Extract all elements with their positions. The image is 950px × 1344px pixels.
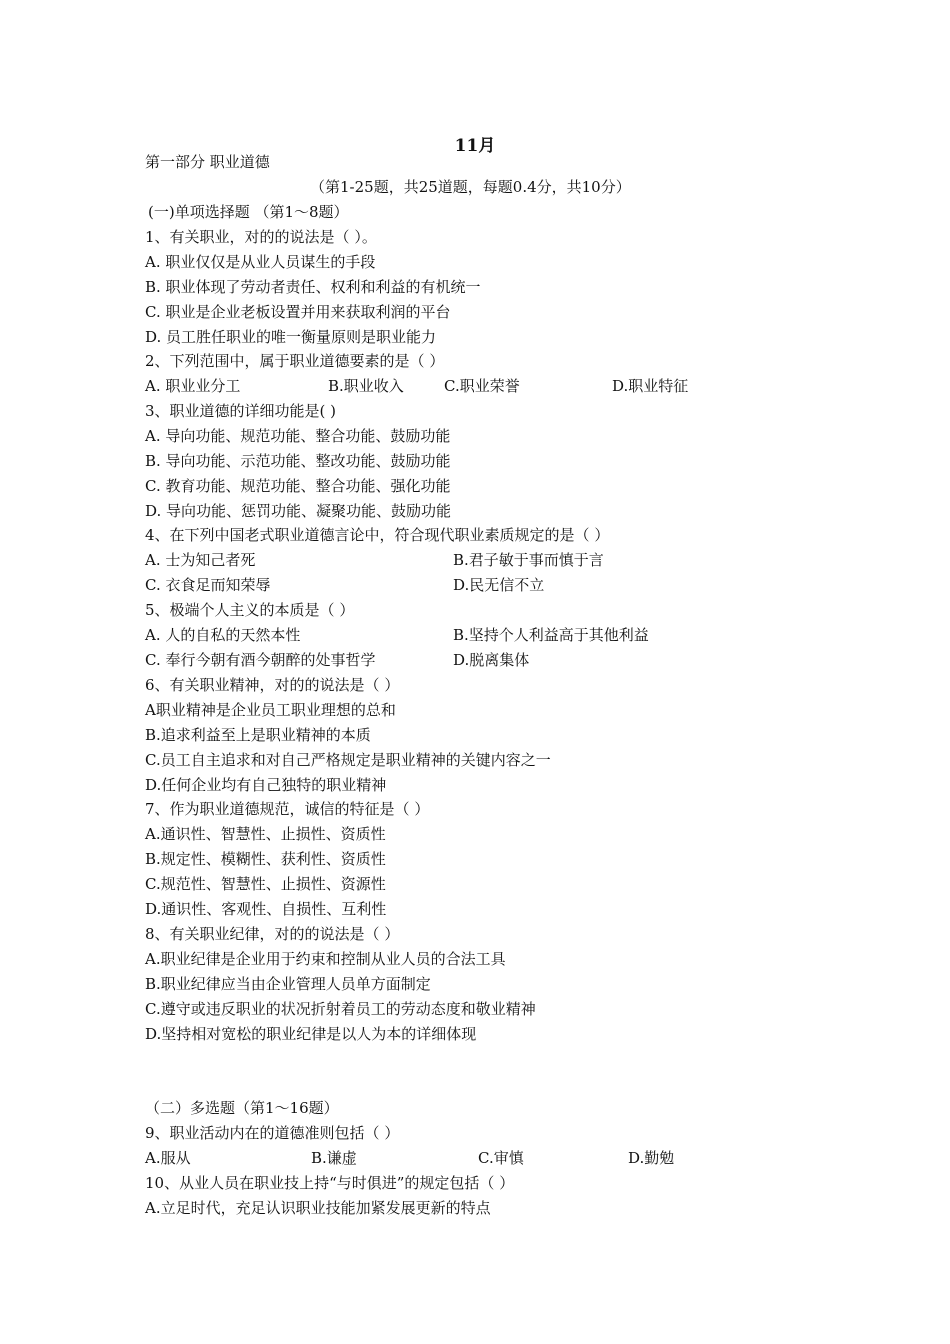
question-4-option-d: D.民无信不立: [453, 576, 545, 594]
question-9-option-a: A.服从: [145, 1149, 191, 1167]
question-3-stem: 3、职业道德的详细功能是( ): [145, 402, 337, 420]
question-4-option-c: C. 衣食足而知荣辱: [145, 576, 271, 594]
section-single-choice: (一)单项选择题 （第1～8题）: [148, 203, 349, 221]
question-6-stem: 6、有关职业精神，对的的说法是（ ）: [145, 676, 400, 694]
question-3-option-a: A. 导向功能、规范功能、整合功能、鼓励功能: [145, 427, 451, 445]
question-6-option-d: D.任何企业均有自己独特的职业精神: [145, 776, 387, 794]
question-6-option-a: A职业精神是企业员工职业理想的总和: [145, 701, 396, 719]
question-2-option-c: C.职业荣誉: [444, 377, 520, 395]
question-4-stem: 4、在下列中国老式职业道德言论中，符合现代职业素质规定的是（ ）: [145, 526, 610, 544]
question-8-option-d: D.坚持相对宽松的职业纪律是以人为本的详细体现: [145, 1025, 477, 1043]
question-6-option-b: B.追求利益至上是职业精神的本质: [145, 726, 371, 744]
question-3-option-d: D. 导向功能、惩罚功能、凝聚功能、鼓励功能: [145, 502, 452, 520]
question-8-stem: 8、有关职业纪律，对的的说法是（ ）: [145, 925, 400, 943]
question-7-option-b: B.规定性、模糊性、获利性、资质性: [145, 850, 386, 868]
question-2-option-d: D.职业特征: [612, 377, 689, 395]
question-6-option-c: C.员工自主追求和对自己严格规定是职业精神的关键内容之一: [145, 751, 551, 769]
question-7-option-a: A.通识性、智慧性、止损性、资质性: [145, 825, 386, 843]
question-9-stem: 9、职业活动内在的道德准则包括（ ）: [145, 1124, 400, 1142]
question-3-option-b: B. 导向功能、示范功能、整改功能、鼓励功能: [145, 452, 451, 470]
question-5-option-b: B.坚持个人利益高于其他利益: [453, 626, 649, 644]
question-9-option-d: D.勤勉: [628, 1149, 675, 1167]
question-3-option-c: C. 教育功能、规范功能、整合功能、强化功能: [145, 477, 451, 495]
question-4-option-b: B.君子敏于事而慎于言: [453, 551, 604, 569]
part-heading: 第一部分 职业道德: [145, 153, 270, 171]
document-title: 11月: [454, 136, 496, 156]
question-1-option-a: A. 职业仅仅是从业人员谋生的手段: [145, 253, 376, 271]
question-1-option-c: C. 职业是企业老板设置并用来获取利润的平台: [145, 303, 451, 321]
question-2-option-a: A. 职业业分工: [145, 377, 241, 395]
question-9-option-c: C.审慎: [478, 1149, 524, 1167]
question-1-option-d: D. 员工胜任职业的唯一衡量原则是职业能力: [145, 328, 437, 346]
question-1-option-b: B. 职业体现了劳动者责任、权利和利益的有机统一: [145, 278, 481, 296]
question-9-option-b: B.谦虚: [311, 1149, 357, 1167]
question-4-option-a: A. 士为知己者死: [145, 551, 256, 569]
question-5-option-a: A. 人的自私的天然本性: [145, 626, 301, 644]
question-2-stem: 2、下列范围中，属于职业道德要素的是（ ）: [145, 352, 445, 370]
question-7-stem: 7、作为职业道德规范，诚信的特征是（ ）: [145, 800, 430, 818]
question-2-option-b: B.职业收入: [328, 377, 404, 395]
question-8-option-b: B.职业纪律应当由企业管理人员单方面制定: [145, 975, 431, 993]
question-5-stem: 5、极端个人主义的本质是（ ）: [145, 601, 355, 619]
question-10-stem: 10、从业人员在职业技上持“与时俱进”的规定包括（ ）: [145, 1174, 515, 1192]
section-multiple-choice: （二）多选题（第1～16题）: [145, 1099, 339, 1117]
question-7-option-c: C.规范性、智慧性、止损性、资源性: [145, 875, 386, 893]
instructions: （第1-25题，共25道题，每题0.4分，共10分）: [310, 178, 631, 196]
question-7-option-d: D.通识性、客观性、自损性、互利性: [145, 900, 387, 918]
question-1-stem: 1、有关职业，对的的说法是（ ）。: [145, 228, 377, 246]
question-5-option-d: D.脱离集体: [453, 651, 530, 669]
question-10-option-a: A.立足时代，充足认识职业技能加紧发展更新的特点: [145, 1199, 491, 1217]
question-8-option-c: C.遵守或违反职业的状况折射着员工的劳动态度和敬业精神: [145, 1000, 536, 1018]
question-8-option-a: A.职业纪律是企业用于约束和控制从业人员的合法工具: [145, 950, 506, 968]
question-5-option-c: C. 奉行今朝有酒今朝醉的处事哲学: [145, 651, 376, 669]
